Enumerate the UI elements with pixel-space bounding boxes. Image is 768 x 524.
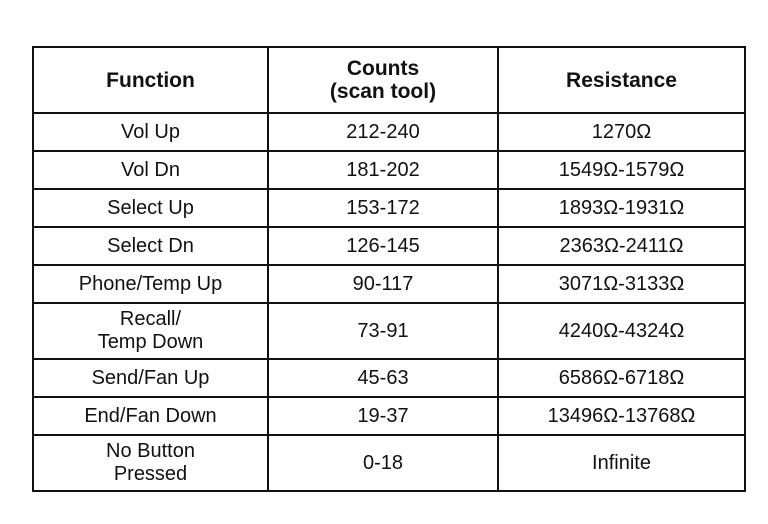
resistance-cell: 1549Ω-1579Ω <box>498 151 745 189</box>
counts-cell: 73-91 <box>268 303 498 359</box>
function-cell: Select Up <box>33 189 268 227</box>
table-row <box>33 113 745 151</box>
table-row <box>33 303 745 359</box>
counts-cell: 45-63 <box>268 359 498 397</box>
resistance-cell: 3071Ω-3133Ω <box>498 265 745 303</box>
counts-cell: 0-18 <box>268 435 498 491</box>
counts-cell: 212-240 <box>268 113 498 151</box>
function-cell: Recall/ Temp Down <box>33 303 268 359</box>
table-row <box>33 151 745 189</box>
function-cell: Send/Fan Up <box>33 359 268 397</box>
function-cell: Select Dn <box>33 227 268 265</box>
function-cell: End/Fan Down <box>33 397 268 435</box>
header-function: Function <box>33 47 268 113</box>
function-cell: Phone/Temp Up <box>33 265 268 303</box>
function-cell: Vol Up <box>33 113 268 151</box>
function-cell: No Button Pressed <box>33 435 268 491</box>
resistance-cell: 1270Ω <box>498 113 745 151</box>
resistance-cell: 1893Ω-1931Ω <box>498 189 745 227</box>
table-row <box>33 435 745 491</box>
resistance-cell: Infinite <box>498 435 745 491</box>
counts-cell: 153-172 <box>268 189 498 227</box>
header-row <box>33 47 745 113</box>
table-row <box>33 265 745 303</box>
function-cell: Vol Dn <box>33 151 268 189</box>
resistance-cell: 4240Ω-4324Ω <box>498 303 745 359</box>
resistance-cell: 6586Ω-6718Ω <box>498 359 745 397</box>
table-row <box>33 227 745 265</box>
header-counts: Counts (scan tool) <box>268 47 498 113</box>
resistance-cell: 13496Ω-13768Ω <box>498 397 745 435</box>
resistance-table <box>32 46 746 492</box>
resistance-cell: 2363Ω-2411Ω <box>498 227 745 265</box>
header-resistance: Resistance <box>498 47 745 113</box>
counts-cell: 126-145 <box>268 227 498 265</box>
counts-cell: 19-37 <box>268 397 498 435</box>
counts-cell: 90-117 <box>268 265 498 303</box>
table-row <box>33 359 745 397</box>
counts-cell: 181-202 <box>268 151 498 189</box>
table-row <box>33 397 745 435</box>
table-row <box>33 189 745 227</box>
